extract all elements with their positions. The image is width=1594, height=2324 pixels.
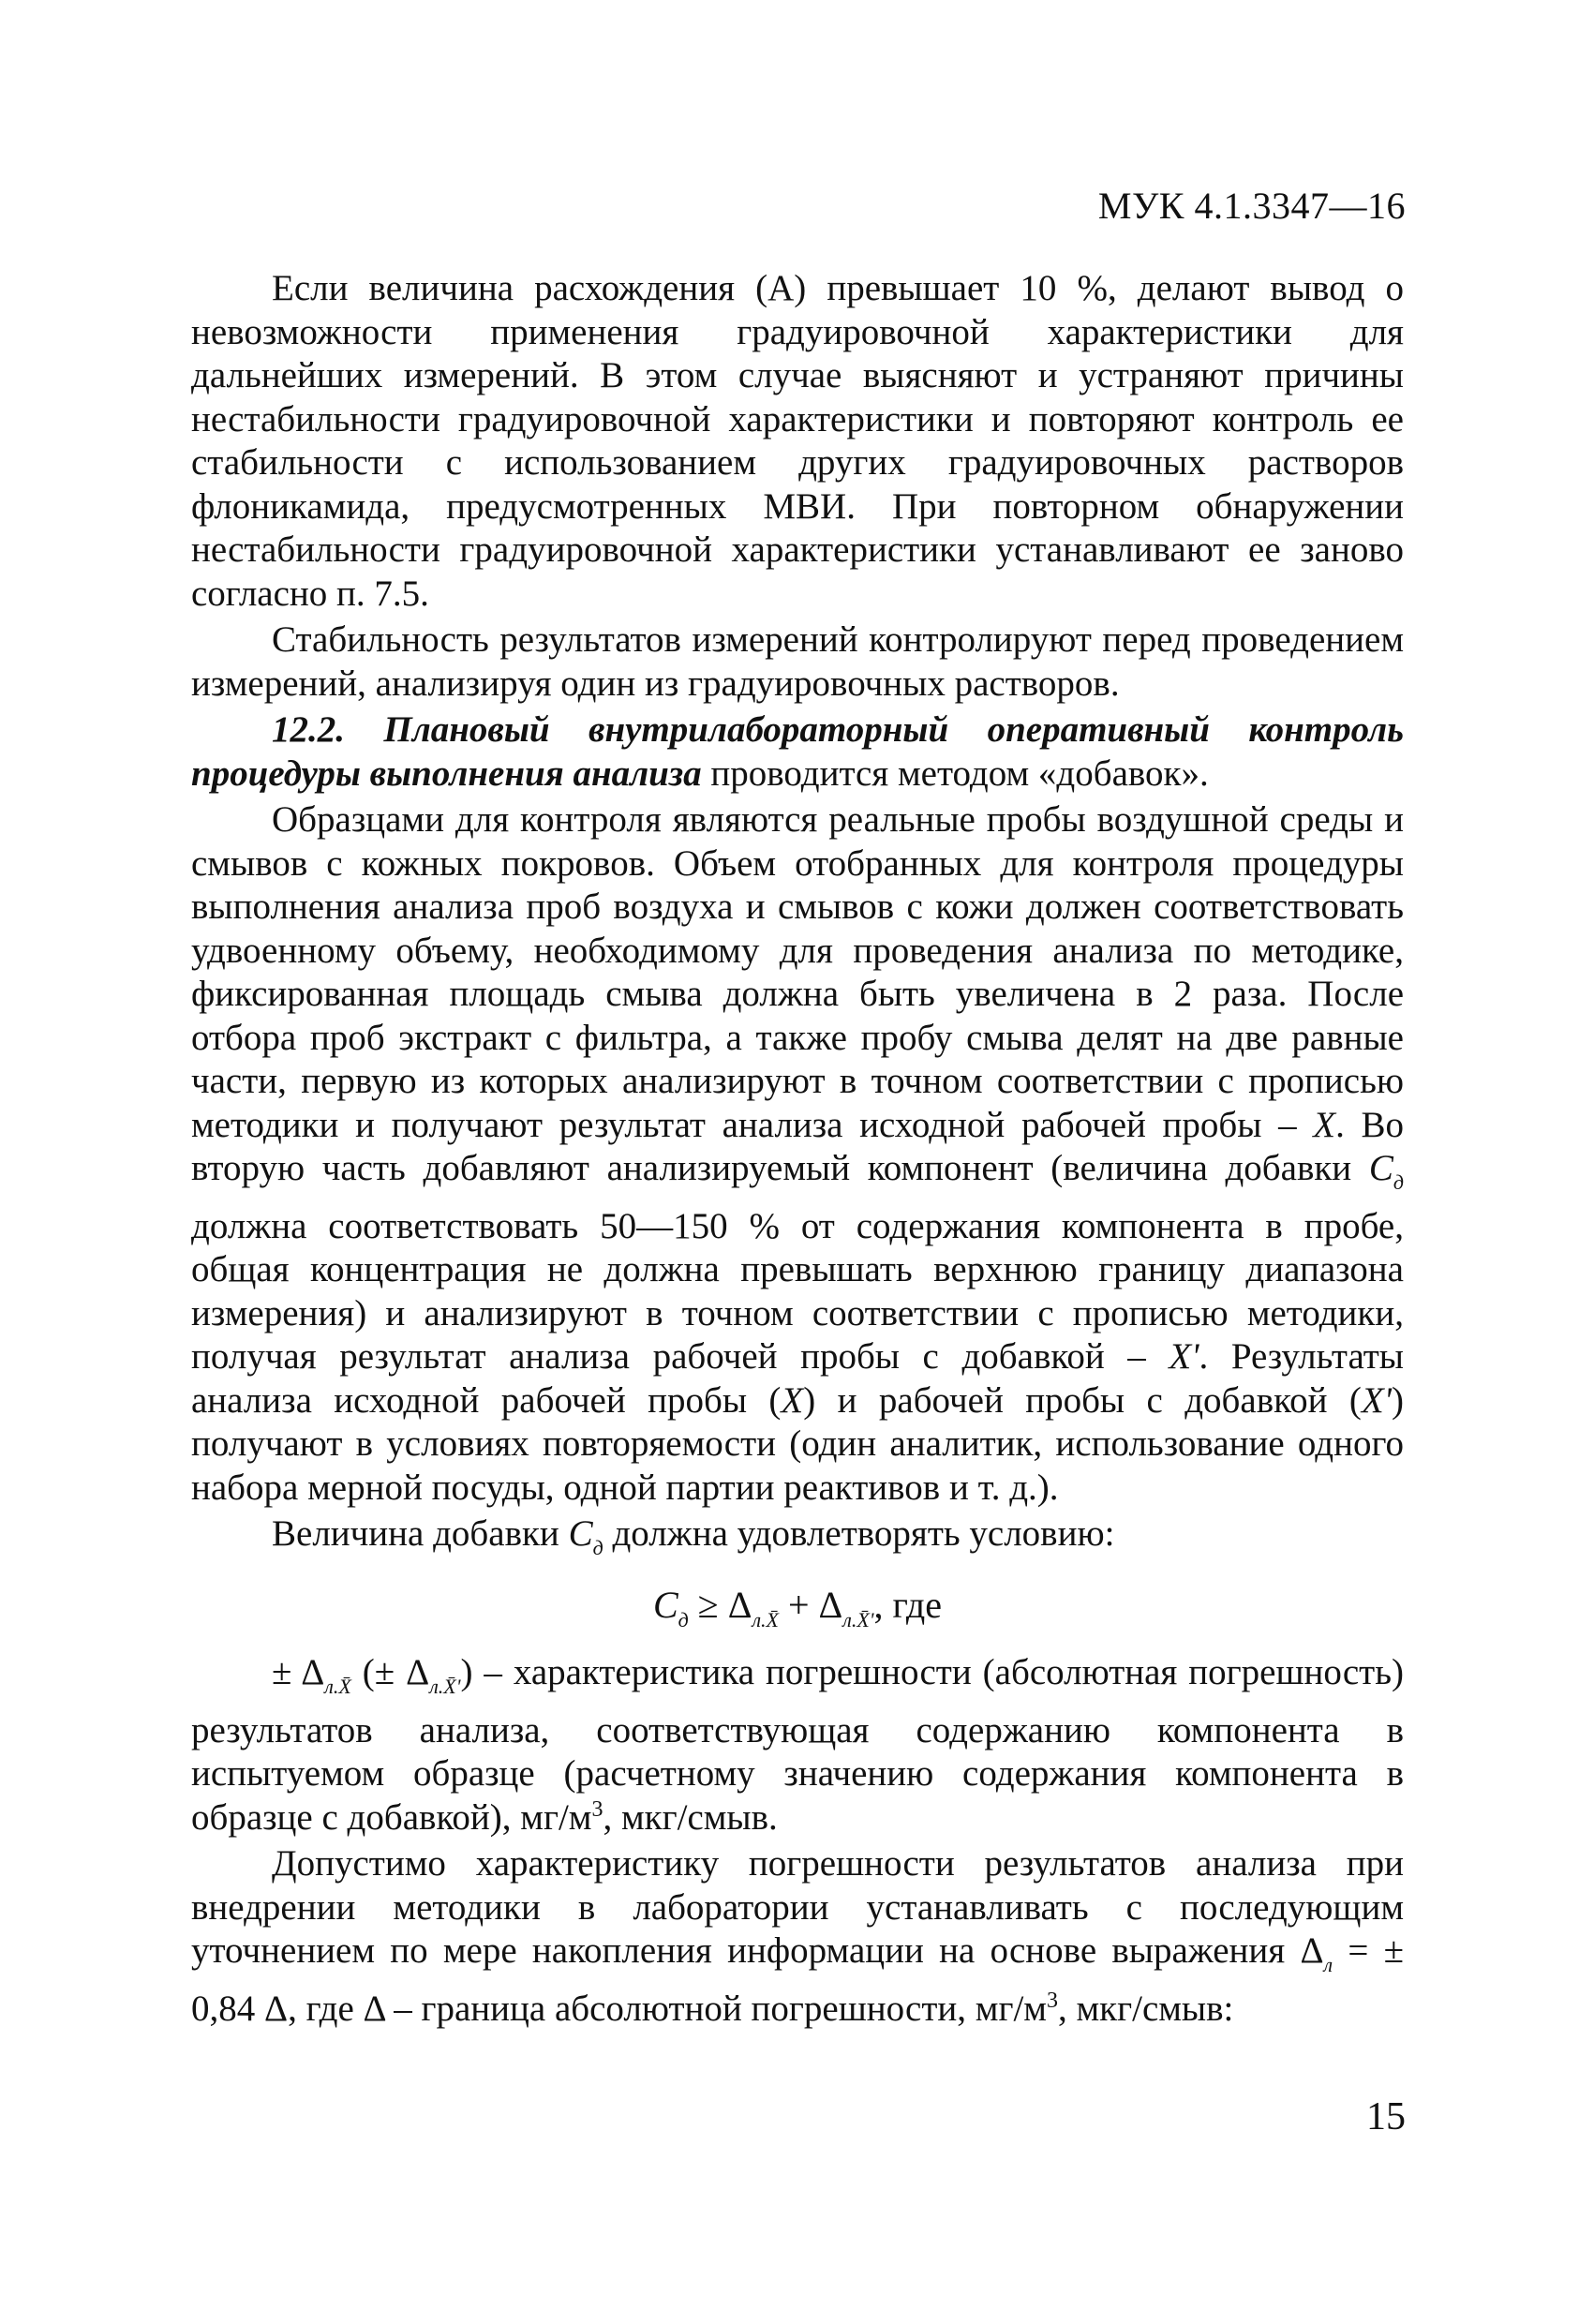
formula-subscript-2: л.X̄'	[842, 1607, 874, 1631]
text-run: ± Δ	[272, 1652, 325, 1692]
section-12-2-text: проводится методом «добавок».	[701, 752, 1209, 794]
formula-additive-condition	[191, 1584, 1404, 1643]
paragraph-calibration-discrepancy: Если величина расхождения (А) превышает 10 %, делают вывод о невозможности применения градуировочной характеристики для дальнейших измерений. В этом случае выясняют и устраняют причины нестабильности градуировочной характеристики и повторяют контроль ее стабильности с использованием других градуировочных растворов флоникамида, предусмотренных МВИ. При повторном обнаружении нестабильности градуировочной характеристики устанавливают ее заново согласно п. 7.5.	[191, 268, 1404, 614]
formula-tail: , где	[873, 1583, 943, 1626]
text-run: , мкг/смыв.	[603, 1796, 778, 1838]
paragraph-error-estimation	[191, 1842, 1404, 2031]
symbol-subscript-l: л	[1323, 1953, 1333, 1976]
text-run: должна удовлетворять условию:	[603, 1513, 1115, 1554]
paragraph-additive-condition	[191, 1512, 1404, 1571]
symbol-subscript: л.X̄	[324, 1675, 351, 1698]
symbol-subscript-d: д	[1393, 1170, 1404, 1194]
text-run: Допустимо характеристику погрешности результатов анализа при внедрении методики в лаборатории устанавливать с последующим уточнением по мере накопления информации на основе выражения Δ	[191, 1843, 1404, 1971]
document-body	[191, 267, 1404, 2031]
section-heading-12-2: 12.2. Плановый внутрилабораторный оперативный контроль процедуры выполнения анализа	[191, 709, 1404, 794]
formula-subscript-d: д	[678, 1607, 689, 1631]
text-run: , мкг/смыв:	[1057, 1988, 1234, 2029]
text-run: . Во вторую часть добавляют анализируемый компонент (величина добавки	[191, 1104, 1405, 1188]
document-code-header: МУК 4.1.3347—16	[1097, 185, 1406, 227]
paragraph-error-characteristic	[191, 1651, 1404, 1840]
text-run: = ± 0,84 Δ, где Δ – граница абсолютной погрешности, мг/м	[191, 1930, 1404, 2029]
symbol-x-prime: Х'	[1361, 1379, 1392, 1421]
symbol-subscript: л.X̄'	[429, 1675, 461, 1698]
paragraph-stability-control: Стабильность результатов измерений контролируют перед проведением измерений, анализируя один из градуировочных растворов.	[191, 619, 1404, 704]
text-run: ) получают в условиях повторяемости (один аналитик, использование одного набора мерной посуды, одной партии реактивов и т. д.).	[191, 1379, 1404, 1508]
symbol-x: Х	[1313, 1104, 1336, 1145]
text-run: Образцами для контроля являются реальные пробы воздушной среды и смывов с кожных покровов. Объем отобранных для контроля процедуры выполнения анализа проб воздуха и смывов с кожи должен соответствовать удвоенному объему, необходимому для проведения анализа по методике, фиксированная площадь смыва должна быть увеличена в 2 раза. После отбора проб экстракт с фильтра, а также пробу смыва делят на две равные части, первую из которых анализируют в точном соответствии с прописью методики и получают результат анализа исходной рабочей пробы –	[191, 799, 1404, 1145]
paragraph-control-samples	[191, 798, 1404, 1510]
text-run: ) – характеристика погрешности (абсолютная погрешность) результатов анализа, соответствующая содержанию компонента в испытуемом образце (расчетному значению содержания компонента в образце с добавкой), мг/м	[191, 1652, 1404, 1838]
text-run: ) и рабочей пробы с добавкой (	[803, 1379, 1362, 1421]
formula-geq-delta: ≥ Δ	[688, 1583, 752, 1626]
superscript-3: 3	[1046, 1988, 1058, 2013]
paragraph-section-12-2	[191, 708, 1404, 796]
formula-plus-delta: + Δ	[778, 1583, 843, 1626]
symbol-c: С	[568, 1513, 593, 1554]
text-run: Величина добавки	[272, 1513, 569, 1554]
formula-subscript-1: л.X̄	[752, 1607, 779, 1631]
text-run: (± Δ	[350, 1652, 430, 1692]
symbol-c: С	[1368, 1148, 1393, 1188]
symbol-x-prime: Х'	[1169, 1336, 1199, 1377]
text-run: . Результаты анализа исходной рабочей пробы (	[191, 1336, 1405, 1421]
page-number: 15	[1366, 2095, 1406, 2138]
text-run: должна соответствовать 50—150 % от содержания компонента в пробе, общая концентрация не должна превышать верхнюю границу диапазона измерения) и анализируют в точном соответствии с прописью методики, получая результат анализа рабочей пробы с добавкой –	[191, 1205, 1404, 1377]
formula-c: С	[652, 1583, 678, 1626]
superscript-3: 3	[591, 1796, 603, 1822]
symbol-x: Х	[781, 1379, 804, 1421]
symbol-subscript-d: д	[592, 1536, 603, 1559]
